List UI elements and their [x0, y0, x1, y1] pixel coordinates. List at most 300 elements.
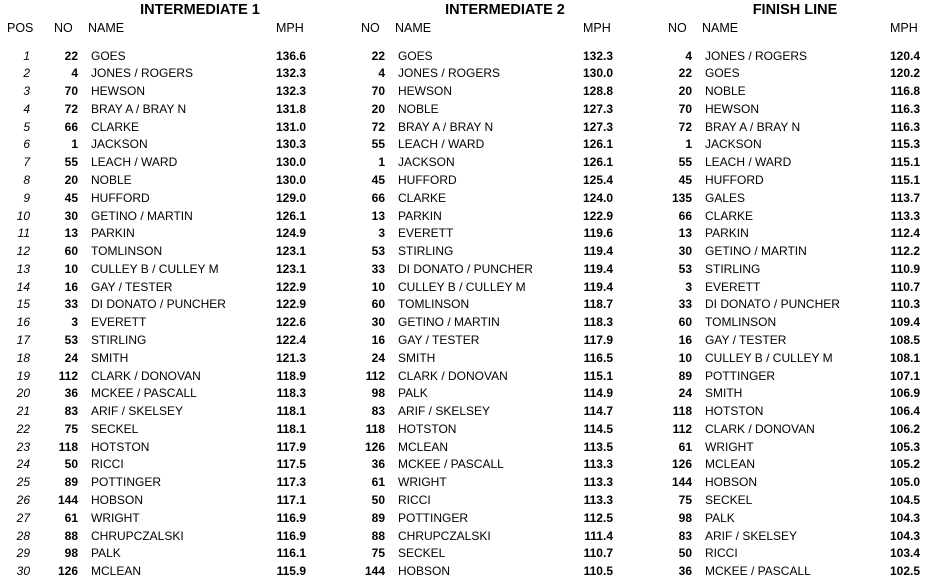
car-number-cell: 112	[672, 421, 692, 436]
car-number-cell: 13	[678, 226, 692, 241]
car-number-cell: 61	[371, 475, 385, 490]
car-number-cell: 36	[678, 564, 692, 579]
car-number-cell: 24	[371, 350, 385, 365]
car-number-cell: 88	[371, 528, 385, 543]
driver-name-cell: DI DONATO / PUNCHER	[705, 297, 840, 312]
driver-name-cell: CULLEY B / CULLEY M	[91, 261, 219, 276]
speed-mph-cell: 110.7	[583, 546, 613, 561]
driver-name-cell: POTTINGER	[91, 475, 162, 490]
speed-mph-cell: 108.1	[889, 350, 920, 365]
speed-mph-cell: 104.5	[889, 493, 920, 507]
speed-mph-cell: 119.4	[583, 244, 613, 259]
speed-mph-cell: 115.9	[276, 564, 306, 579]
car-number-cell: 4	[685, 48, 692, 63]
car-number-cell: 83	[64, 404, 78, 419]
driver-name-cell: MCKEE / PASCALL	[91, 386, 197, 401]
speed-mph-cell: 106.9	[889, 386, 920, 401]
position-cell: 9	[23, 190, 30, 205]
speed-mph-cell: 116.9	[276, 528, 306, 543]
car-number-cell: 60	[371, 297, 385, 312]
position-cell: 29	[16, 546, 30, 561]
speed-mph-cell: 119.4	[583, 261, 613, 276]
speed-mph-cell: 115.1	[890, 155, 920, 170]
car-number-cell: 144	[671, 475, 692, 490]
car-number-cell: 50	[64, 457, 78, 472]
speed-mph-cell: 136.6	[275, 48, 306, 63]
position-cell: 26	[16, 493, 30, 507]
col-header-pos: POS	[7, 21, 34, 35]
car-number-cell: 33	[371, 261, 385, 276]
position-cell: 28	[16, 528, 30, 543]
driver-name-cell: ARIF / SKELSEY	[398, 404, 491, 419]
car-number-cell: 3	[685, 279, 692, 294]
speed-mph-cell: 120.4	[889, 48, 920, 63]
car-number-cell: 75	[678, 493, 692, 507]
driver-name-cell: WRIGHT	[91, 510, 140, 525]
speed-mph-cell: 122.9	[275, 297, 306, 312]
col-header-no: NO	[361, 21, 380, 35]
car-number-cell: 10	[64, 261, 78, 276]
driver-name-cell: STIRLING	[398, 244, 454, 259]
speed-mph-cell: 127.3	[582, 119, 613, 134]
speed-mph-cell: 113.3	[890, 208, 920, 223]
car-number-cell: 1	[71, 137, 78, 152]
driver-name-cell: CULLEY B / CULLEY M	[398, 279, 526, 294]
driver-name-cell: STIRLING	[705, 261, 761, 276]
car-number-cell: 89	[678, 368, 692, 383]
car-number-cell: 70	[64, 84, 78, 99]
car-number-cell: 55	[371, 137, 385, 152]
car-number-cell: 55	[64, 155, 78, 170]
driver-name-cell: HOTSTON	[91, 439, 150, 454]
car-number-cell: 89	[64, 475, 78, 490]
speed-mph-cell: 126.1	[582, 137, 613, 152]
speed-mph-cell: 132.3	[275, 84, 306, 99]
car-number-cell: 36	[64, 386, 78, 401]
speed-mph-cell: 126.1	[582, 155, 613, 170]
car-number-cell: 16	[678, 332, 692, 347]
driver-name-cell: BRAY A / BRAY N	[705, 119, 801, 134]
section-title-intermediate-2: INTERMEDIATE 2	[445, 2, 565, 18]
speed-mph-cell: 117.3	[276, 475, 306, 490]
car-number-cell: 16	[64, 279, 78, 294]
driver-name-cell: HUFFORD	[705, 172, 764, 187]
car-number-cell: 55	[678, 155, 692, 170]
position-cell: 10	[16, 208, 30, 223]
speed-mph-cell: 130.3	[275, 137, 306, 152]
driver-name-cell: ARIF / SKELSEY	[91, 404, 184, 419]
speed-mph-cell: 112.5	[583, 510, 613, 525]
driver-name-cell: CHRUPCZALSKI	[398, 528, 491, 543]
driver-name-cell: NOBLE	[398, 101, 439, 116]
driver-name-cell: CULLEY B / CULLEY M	[705, 350, 833, 365]
car-number-cell: 45	[64, 190, 78, 205]
speed-mph-cell: 103.4	[889, 546, 920, 561]
car-number-cell: 24	[678, 386, 692, 401]
driver-name-cell: MCKEE / PASCALL	[705, 564, 811, 579]
position-cell: 19	[16, 368, 30, 383]
car-number-cell: 33	[64, 297, 78, 312]
car-number-cell: 13	[64, 226, 78, 241]
driver-name-cell: JACKSON	[398, 155, 455, 170]
position-cell: 4	[23, 101, 30, 116]
driver-name-cell: PARKIN	[705, 226, 749, 241]
car-number-cell: 24	[64, 350, 78, 365]
col-header-no: NO	[54, 21, 73, 35]
col-header-name: NAME	[395, 21, 432, 35]
position-cell: 7	[23, 155, 30, 170]
speed-mph-cell: 117.9	[583, 332, 613, 347]
speed-mph-cell: 116.5	[583, 350, 613, 365]
driver-name-cell: ARIF / SKELSEY	[705, 528, 798, 543]
speed-mph-cell: 129.0	[275, 190, 306, 205]
position-cell: 8	[23, 172, 30, 187]
speed-mph-cell: 114.5	[583, 421, 613, 436]
car-number-cell: 126	[364, 439, 385, 454]
car-number-cell: 75	[64, 421, 78, 436]
speed-mph-cell: 118.1	[276, 421, 306, 436]
car-number-cell: 118	[58, 439, 78, 454]
driver-name-cell: STIRLING	[91, 332, 147, 347]
car-number-cell: 60	[64, 244, 78, 259]
driver-name-cell: HOBSON	[705, 475, 758, 490]
speed-mph-cell: 118.9	[276, 368, 306, 383]
driver-name-cell: GALES	[705, 190, 746, 205]
car-number-cell: 3	[378, 226, 385, 241]
driver-name-cell: BRAY A / BRAY N	[398, 119, 494, 134]
speed-mph-cell: 130.0	[582, 66, 613, 81]
speed-mph-cell: 122.4	[275, 332, 306, 347]
speed-mph-cell: 118.3	[276, 386, 306, 401]
car-number-cell: 98	[371, 386, 385, 401]
car-number-cell: 45	[678, 172, 692, 187]
driver-name-cell: HOTSTON	[398, 421, 457, 436]
car-number-cell: 30	[64, 208, 78, 223]
position-cell: 6	[23, 137, 30, 152]
speed-mph-cell: 126.1	[275, 208, 306, 223]
car-number-cell: 72	[678, 119, 692, 134]
position-cell: 13	[16, 261, 30, 276]
speed-mph-cell: 105.2	[889, 457, 920, 472]
position-cell: 16	[16, 315, 30, 330]
driver-name-cell: GOES	[705, 66, 740, 81]
speed-mph-cell: 112.4	[890, 226, 920, 241]
car-number-cell: 53	[371, 244, 385, 259]
car-number-cell: 72	[371, 119, 385, 134]
col-header-mph: MPH	[583, 21, 611, 35]
car-number-cell: 33	[678, 297, 692, 312]
driver-name-cell: PALK	[91, 546, 121, 561]
driver-name-cell: WRIGHT	[705, 439, 754, 454]
position-cell: 15	[16, 297, 30, 312]
driver-name-cell: CLARKE	[398, 190, 447, 205]
driver-name-cell: CLARK / DONOVAN	[705, 421, 815, 436]
car-number-cell: 22	[371, 48, 385, 63]
driver-name-cell: PARKIN	[91, 226, 135, 241]
speed-mph-cell: 113.7	[890, 190, 920, 205]
speed-mph-cell: 123.1	[275, 261, 306, 276]
driver-name-cell: CLARK / DONOVAN	[91, 368, 201, 383]
car-number-cell: 20	[678, 84, 692, 99]
car-number-cell: 3	[71, 315, 78, 330]
section-title-finish-line: FINISH LINE	[752, 2, 838, 18]
driver-name-cell: RICCI	[91, 457, 124, 472]
speed-mph-cell: 110.7	[890, 279, 920, 294]
speed-mph-cell: 113.3	[583, 457, 613, 472]
car-number-cell: 83	[371, 404, 385, 419]
driver-name-cell: MCKEE / PASCALL	[398, 457, 504, 472]
driver-name-cell: PALK	[705, 510, 735, 525]
position-cell: 12	[16, 244, 30, 259]
driver-name-cell: MCLEAN	[705, 457, 756, 472]
driver-name-cell: PALK	[398, 386, 428, 401]
driver-name-cell: MCLEAN	[91, 564, 142, 579]
driver-name-cell: NOBLE	[91, 172, 132, 187]
car-number-cell: 89	[371, 510, 385, 525]
driver-name-cell: DI DONATO / PUNCHER	[91, 297, 226, 312]
driver-name-cell: RICCI	[705, 546, 738, 561]
speed-mph-cell: 125.4	[582, 172, 613, 187]
speed-mph-cell: 118.3	[583, 315, 613, 330]
speed-mph-cell: 106.4	[889, 404, 920, 419]
position-cell: 5	[23, 119, 30, 134]
driver-name-cell: HEWSON	[398, 84, 452, 99]
car-number-cell: 10	[678, 350, 692, 365]
speed-mph-cell: 115.1	[583, 368, 613, 383]
car-number-cell: 1	[378, 155, 385, 170]
driver-name-cell: RICCI	[398, 493, 431, 507]
car-number-cell: 53	[64, 332, 78, 347]
speed-mph-cell: 112.2	[890, 244, 920, 259]
speed-mph-cell: 106.2	[889, 421, 920, 436]
speed-mph-cell: 131.8	[275, 101, 306, 116]
driver-name-cell: GOES	[91, 48, 126, 63]
speed-mph-cell: 113.5	[583, 439, 613, 454]
speed-mph-cell: 109.4	[889, 315, 920, 330]
driver-name-cell: HEWSON	[705, 101, 759, 116]
car-number-cell: 22	[678, 66, 692, 81]
car-number-cell: 144	[364, 564, 385, 579]
speed-mph-cell: 122.6	[275, 315, 306, 330]
driver-name-cell: HOTSTON	[705, 404, 764, 419]
driver-name-cell: CLARKE	[91, 119, 140, 134]
speed-mph-cell: 116.9	[276, 510, 306, 525]
position-cell: 30	[16, 564, 30, 579]
driver-name-cell: TOMLINSON	[705, 315, 777, 330]
speed-mph-cell: 132.3	[275, 66, 306, 81]
driver-name-cell: JONES / ROGERS	[398, 66, 501, 81]
position-cell: 11	[17, 226, 30, 241]
car-number-cell: 53	[678, 261, 692, 276]
driver-name-cell: EVERETT	[398, 226, 454, 241]
driver-name-cell: SECKEL	[705, 493, 753, 507]
car-number-cell: 20	[64, 172, 78, 187]
car-number-cell: 144	[57, 493, 78, 507]
driver-name-cell: JACKSON	[705, 137, 762, 152]
speed-mph-cell: 114.7	[583, 404, 613, 419]
speed-mph-cell: 119.4	[583, 279, 613, 294]
speed-mph-cell: 131.0	[275, 119, 306, 134]
driver-name-cell: JACKSON	[91, 137, 148, 152]
car-number-cell: 98	[678, 510, 692, 525]
car-number-cell: 60	[678, 315, 692, 330]
car-number-cell: 61	[64, 510, 78, 525]
position-cell: 23	[16, 439, 30, 454]
car-number-cell: 118	[365, 421, 385, 436]
col-header-no: NO	[668, 21, 687, 35]
driver-name-cell: SECKEL	[398, 546, 446, 561]
speed-mph-cell: 116.8	[890, 84, 920, 99]
driver-name-cell: EVERETT	[705, 279, 761, 294]
car-number-cell: 50	[678, 546, 692, 561]
driver-name-cell: GETINO / MARTIN	[398, 315, 500, 330]
position-cell: 18	[16, 350, 30, 365]
speed-mph-cell: 120.2	[889, 66, 920, 81]
driver-name-cell: WRIGHT	[398, 475, 447, 490]
speed-mph-cell: 130.0	[275, 155, 306, 170]
position-cell: 24	[16, 457, 30, 472]
car-number-cell: 118	[672, 404, 692, 419]
driver-name-cell: HOBSON	[91, 493, 144, 507]
driver-name-cell: JONES / ROGERS	[705, 48, 808, 63]
speed-mph-cell: 117.5	[276, 457, 306, 472]
speed-mph-cell: 118.1	[276, 404, 306, 419]
car-number-cell: 22	[64, 48, 78, 63]
driver-name-cell: GOES	[398, 48, 433, 63]
speed-mph-cell: 116.3	[890, 101, 920, 116]
car-number-cell: 83	[678, 528, 692, 543]
car-number-cell: 70	[678, 101, 692, 116]
driver-name-cell: CLARKE	[705, 208, 754, 223]
speed-mph-cell: 117.1	[276, 493, 306, 507]
driver-name-cell: HEWSON	[91, 84, 145, 99]
driver-name-cell: LEACH / WARD	[705, 155, 792, 170]
car-number-cell: 36	[371, 457, 385, 472]
driver-name-cell: TOMLINSON	[91, 244, 163, 259]
car-number-cell: 126	[671, 457, 692, 472]
driver-name-cell: LEACH / WARD	[398, 137, 485, 152]
position-cell: 25	[16, 475, 30, 490]
driver-name-cell: GETINO / MARTIN	[705, 244, 807, 259]
speed-mph-cell: 115.3	[890, 137, 920, 152]
speed-mph-cell: 110.9	[890, 261, 920, 276]
speed-mph-cell: 124.9	[275, 226, 306, 241]
car-number-cell: 66	[64, 119, 78, 134]
speed-mph-cell: 110.5	[583, 564, 613, 579]
position-cell: 27	[16, 510, 30, 525]
col-header-name: NAME	[88, 21, 125, 35]
speed-mph-cell: 118.7	[583, 297, 613, 312]
col-header-mph: MPH	[276, 21, 304, 35]
speed-mph-cell: 111.4	[584, 528, 613, 543]
speed-mph-cell: 113.3	[583, 475, 613, 490]
speed-mph-cell: 116.1	[276, 546, 306, 561]
speed-mph-cell: 117.9	[276, 439, 306, 454]
speed-mph-cell: 114.9	[583, 386, 613, 401]
col-header-mph: MPH	[890, 21, 918, 35]
section-title-intermediate-1: INTERMEDIATE 1	[140, 2, 260, 18]
speed-mph-cell: 110.3	[890, 297, 920, 312]
driver-name-cell: TOMLINSON	[398, 297, 470, 312]
speed-mph-cell: 119.6	[583, 226, 613, 241]
speed-mph-cell: 108.5	[889, 332, 920, 347]
driver-name-cell: POTTINGER	[398, 510, 469, 525]
speed-mph-cell: 115.1	[890, 172, 920, 187]
car-number-cell: 112	[365, 368, 385, 383]
speed-mph-cell: 102.5	[889, 564, 920, 579]
position-cell: 1	[23, 48, 30, 63]
speed-mph-cell: 122.9	[275, 279, 306, 294]
speed-mph-cell: 116.3	[890, 119, 920, 134]
car-number-cell: 4	[378, 66, 385, 81]
speed-mph-cell: 113.3	[583, 493, 613, 507]
car-number-cell: 135	[671, 190, 692, 205]
car-number-cell: 45	[371, 172, 385, 187]
car-number-cell: 10	[371, 279, 385, 294]
driver-name-cell: SMITH	[91, 350, 129, 365]
speed-mph-cell: 130.0	[275, 172, 306, 187]
position-cell: 2	[23, 66, 30, 81]
driver-name-cell: MCLEAN	[398, 439, 449, 454]
col-header-name: NAME	[702, 21, 739, 35]
car-number-cell: 16	[371, 332, 385, 347]
car-number-cell: 98	[64, 546, 78, 561]
driver-name-cell: GETINO / MARTIN	[91, 208, 193, 223]
car-number-cell: 72	[64, 101, 78, 116]
driver-name-cell: GAY / TESTER	[91, 279, 173, 294]
driver-name-cell: LEACH / WARD	[91, 155, 178, 170]
driver-name-cell: NOBLE	[705, 84, 746, 99]
driver-name-cell: POTTINGER	[705, 368, 776, 383]
speed-mph-cell: 127.3	[582, 101, 613, 116]
driver-name-cell: GAY / TESTER	[705, 332, 787, 347]
speed-mph-cell: 105.0	[889, 475, 920, 490]
speed-mph-cell: 122.9	[582, 208, 613, 223]
car-number-cell: 112	[58, 368, 78, 383]
car-number-cell: 30	[371, 315, 385, 330]
car-number-cell: 66	[371, 190, 385, 205]
speed-mph-cell: 128.8	[582, 84, 613, 99]
position-cell: 22	[16, 421, 30, 436]
position-cell: 17	[16, 332, 30, 347]
speed-mph-cell: 107.1	[889, 368, 920, 383]
car-number-cell: 4	[71, 66, 78, 81]
driver-name-cell: EVERETT	[91, 315, 147, 330]
speed-mph-cell: 104.3	[889, 510, 920, 525]
driver-name-cell: HUFFORD	[398, 172, 457, 187]
car-number-cell: 66	[678, 208, 692, 223]
driver-name-cell: BRAY A / BRAY N	[91, 101, 187, 116]
driver-name-cell: CLARK / DONOVAN	[398, 368, 508, 383]
speed-mph-cell: 123.1	[275, 244, 306, 259]
speed-mph-cell: 104.3	[889, 528, 920, 543]
position-cell: 14	[16, 279, 30, 294]
driver-name-cell: SMITH	[398, 350, 436, 365]
car-number-cell: 61	[678, 439, 692, 454]
driver-name-cell: PARKIN	[398, 208, 442, 223]
car-number-cell: 50	[371, 493, 385, 507]
driver-name-cell: DI DONATO / PUNCHER	[398, 261, 533, 276]
car-number-cell: 1	[685, 137, 692, 152]
driver-name-cell: GAY / TESTER	[398, 332, 480, 347]
driver-name-cell: HOBSON	[398, 564, 451, 579]
car-number-cell: 20	[371, 101, 385, 116]
car-number-cell: 75	[371, 546, 385, 561]
position-cell: 20	[16, 386, 30, 401]
driver-name-cell: JONES / ROGERS	[91, 66, 194, 81]
car-number-cell: 13	[371, 208, 385, 223]
position-cell: 3	[23, 84, 30, 99]
